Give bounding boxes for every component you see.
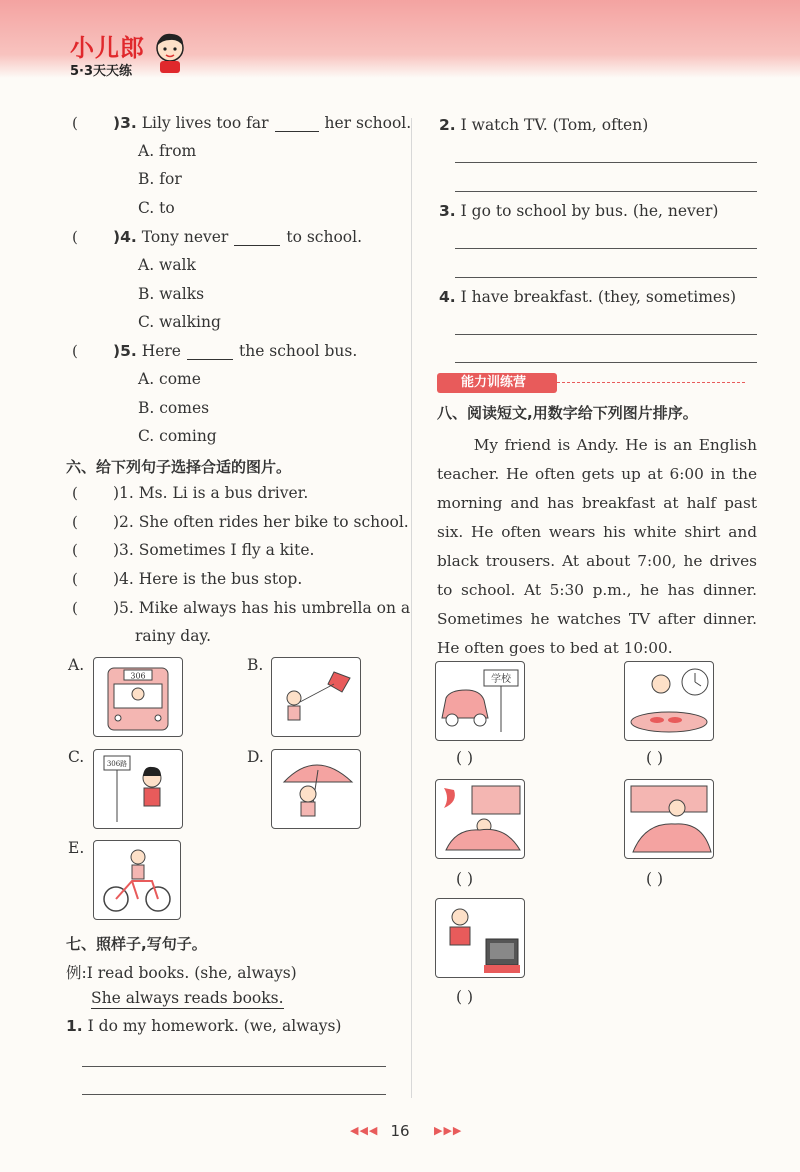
answer-line[interactable] <box>82 1094 386 1095</box>
order-paren[interactable]: ( ) <box>456 749 474 767</box>
match-item-3: )3. Sometimes I fly a kite. <box>113 541 315 559</box>
mascot-icon <box>150 30 190 75</box>
school-sign-text: 学校 <box>491 674 511 685</box>
answer-line[interactable] <box>455 248 757 249</box>
answer-paren[interactable]: ( <box>72 599 78 617</box>
pic-label-a: A. <box>68 656 85 674</box>
bus-stop-picture <box>93 749 183 829</box>
breakfast-picture <box>624 661 714 741</box>
option[interactable]: A. from <box>138 142 197 160</box>
match-item-2: )2. She often rides her bike to school. <box>113 513 409 531</box>
match-item-5-cont: rainy day. <box>135 627 212 645</box>
question-5: )5. Here the school bus. <box>113 342 358 360</box>
match-item-1: )1. Ms. Li is a bus driver. <box>113 484 309 502</box>
option[interactable]: B. for <box>138 170 182 188</box>
answer-paren[interactable]: ( <box>72 513 78 531</box>
option[interactable]: C. coming <box>138 427 217 445</box>
match-item-5: )5. Mike always has his umbrella on a <box>113 599 411 617</box>
order-paren[interactable]: ( ) <box>646 749 664 767</box>
section-8-title: 八、阅读短文,用数字给下列图片排序。 <box>437 404 698 422</box>
answer-line[interactable] <box>455 362 757 363</box>
rewrite-question-3: 3. I go to school by bus. (he, never) <box>439 202 719 220</box>
brand-logo: 小儿郎 <box>70 34 145 62</box>
watching-tv-picture <box>435 898 525 978</box>
rewrite-question-2: 2. I watch TV. (Tom, often) <box>439 116 649 134</box>
order-paren[interactable]: ( ) <box>646 870 664 888</box>
answer-paren[interactable]: ( <box>72 570 78 588</box>
column-divider <box>411 118 412 1098</box>
answer-line[interactable] <box>455 162 757 163</box>
option[interactable]: C. walking <box>138 313 221 331</box>
drive-to-school-picture <box>435 661 525 741</box>
brand-subtitle: 5·3天天练 <box>70 64 133 79</box>
prev-page-icon[interactable]: ◀◀◀ <box>350 1124 379 1137</box>
question-3: )3. Lily lives too far her school. <box>113 114 412 132</box>
answer-blank[interactable] <box>234 245 280 246</box>
sleeping-picture <box>435 779 525 859</box>
option[interactable]: B. walks <box>138 285 205 303</box>
section-7-title: 七、照样子,写句子。 <box>66 935 207 953</box>
option[interactable]: A. walk <box>138 256 196 274</box>
order-paren[interactable]: ( ) <box>456 988 474 1006</box>
answer-blank[interactable] <box>187 359 233 360</box>
answer-paren[interactable]: ( <box>72 342 78 360</box>
stop-sign-text: 306路 <box>106 760 128 768</box>
kite-picture <box>271 657 361 737</box>
pic-label-c: C. <box>68 748 85 766</box>
answer-paren[interactable]: ( <box>72 114 78 132</box>
option[interactable]: A. come <box>138 370 201 388</box>
next-page-icon[interactable]: ▶▶▶ <box>434 1124 463 1137</box>
question-4: )4. Tony never to school. <box>113 228 362 246</box>
bus-number: 306 <box>130 671 146 681</box>
answer-paren[interactable]: ( <box>72 541 78 559</box>
answer-line[interactable] <box>455 191 757 192</box>
answer-line[interactable] <box>82 1066 386 1067</box>
answer-line[interactable] <box>455 277 757 278</box>
bus-picture <box>93 657 183 737</box>
answer-paren[interactable]: ( <box>72 484 78 502</box>
bike-picture <box>93 840 181 920</box>
page-number: 16 <box>390 1122 410 1140</box>
example-answer: She always reads books. <box>91 989 284 1007</box>
rewrite-question-1: 1. I do my homework. (we, always) <box>66 1017 342 1035</box>
rewrite-question-4: 4. I have breakfast. (they, sometimes) <box>439 288 737 306</box>
answer-line[interactable] <box>455 334 757 335</box>
answer-paren[interactable]: ( <box>72 228 78 246</box>
match-item-4: )4. Here is the bus stop. <box>113 570 303 588</box>
section-6-title: 六、给下列句子选择合适的图片。 <box>66 458 292 476</box>
option[interactable]: C. to <box>138 199 175 217</box>
getting-up-picture <box>624 779 714 859</box>
umbrella-picture <box>271 749 361 829</box>
order-paren[interactable]: ( ) <box>456 870 474 888</box>
reading-passage: My friend is Andy. He is an English teacher. He often gets up at 6:00 in the morning and has breakfast at half past six. He often wears his white shirt and black trousers. At about 7:00, he drives to school. At 5:30 p.m., he has dinner. Sometimes he watches TV after dinner. He often goes to bed at 10:00. <box>437 436 757 657</box>
pic-label-b: B. <box>247 656 264 674</box>
pic-label-e: E. <box>68 839 85 857</box>
example-prompt: 例:I read books. (she, always) <box>66 964 297 982</box>
option[interactable]: B. comes <box>138 399 210 417</box>
pic-label-d: D. <box>247 748 264 766</box>
answer-blank[interactable] <box>275 131 319 132</box>
